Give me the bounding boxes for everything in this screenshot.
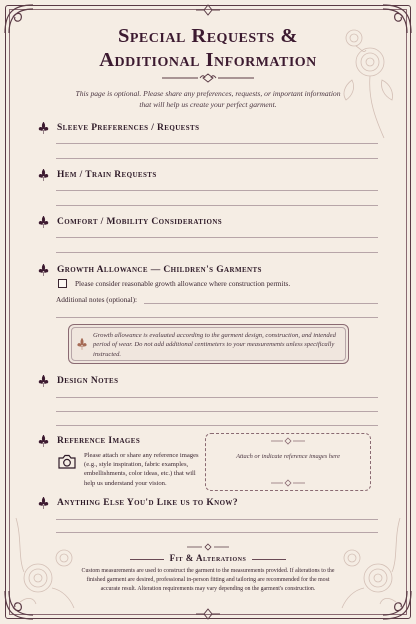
fit-title: Fit & Alterations (169, 553, 247, 563)
fleur-de-lis-icon (38, 264, 49, 276)
growth-allowance-checkbox[interactable] (58, 279, 67, 288)
section-title: Anything Else You'd Like us to Know? (57, 498, 238, 508)
section-comfort (38, 215, 378, 229)
callout-text: Growth allowance is evaluated according to the garment design, construction, and intended period of wear. Do not add additional centimeters to your measurements unless specifically instructed. (93, 332, 336, 358)
checkbox-label: Please consider reasonable growth allowance where construction permits. (75, 279, 291, 288)
reference-instructions: Please attach or share any reference images (e.g., style inspiration, fabric examples, embellishments, color ideas, etc.) that will help us understand your vision. (84, 452, 199, 487)
writing-line[interactable] (56, 411, 378, 412)
notes-line[interactable] (144, 303, 378, 304)
notes-label: Additional notes (optional): (56, 295, 138, 304)
camera-icon (58, 454, 76, 469)
writing-line[interactable] (56, 317, 378, 318)
writing-line[interactable] (56, 532, 378, 533)
section-title: Hem / Train Requests (57, 170, 157, 180)
section-title: Comfort / Mobility Considerations (57, 217, 223, 227)
writing-line[interactable] (56, 190, 378, 191)
fit-ornament (186, 543, 230, 551)
writing-line[interactable] (56, 158, 378, 159)
ornament (270, 437, 306, 445)
upload-area-text: Attach or indicate reference images here (236, 453, 340, 460)
writing-line[interactable] (56, 425, 378, 426)
fleur-de-lis-icon (38, 435, 49, 447)
title-divider-ornament (160, 73, 256, 83)
fleur-de-lis-icon (38, 216, 49, 228)
section-anything-else (38, 496, 378, 510)
fit-text: Custom measurements are used to construct the garment to the measurements provided. If alterations to the finished garment are desired, professional in-person fitting and tailoring are recommended for the most accurate result. Alteration requirements may vary depending on the garment's construction. (81, 568, 335, 592)
growth-note-callout (68, 324, 349, 364)
section-design (38, 374, 378, 388)
section-title: Sleeve Preferences / Requests (57, 123, 200, 133)
section-title: Design Notes (57, 376, 119, 386)
page-title: Special Requests & Additional Information (99, 25, 317, 71)
reference-upload-area[interactable] (205, 433, 371, 491)
fleur-de-lis-icon (38, 122, 49, 134)
divider (252, 559, 286, 560)
section-title: Growth Allowance — Children's Garments (57, 265, 262, 275)
growth-allowance-option (58, 279, 290, 288)
bottom-ornament (195, 608, 221, 620)
writing-line[interactable] (56, 143, 378, 144)
writing-line[interactable] (56, 252, 378, 253)
top-ornament (195, 4, 221, 16)
writing-line[interactable] (56, 205, 378, 206)
section-sleeve (38, 121, 378, 135)
writing-line[interactable] (56, 237, 378, 238)
fleur-de-lis-icon (38, 169, 49, 181)
ornament (270, 479, 306, 487)
writing-line[interactable] (56, 519, 378, 520)
section-title: Reference Images (57, 436, 141, 446)
fleur-de-lis-icon (38, 497, 49, 509)
section-hem (38, 168, 378, 182)
writing-line[interactable] (56, 397, 378, 398)
fleur-de-lis-icon (38, 375, 49, 387)
fleur-de-lis-icon (77, 338, 87, 350)
section-growth (38, 263, 378, 304)
intro-text: This page is optional. Please share any preferences, requests, or important information that will help us create your perfect garment. (75, 89, 341, 109)
